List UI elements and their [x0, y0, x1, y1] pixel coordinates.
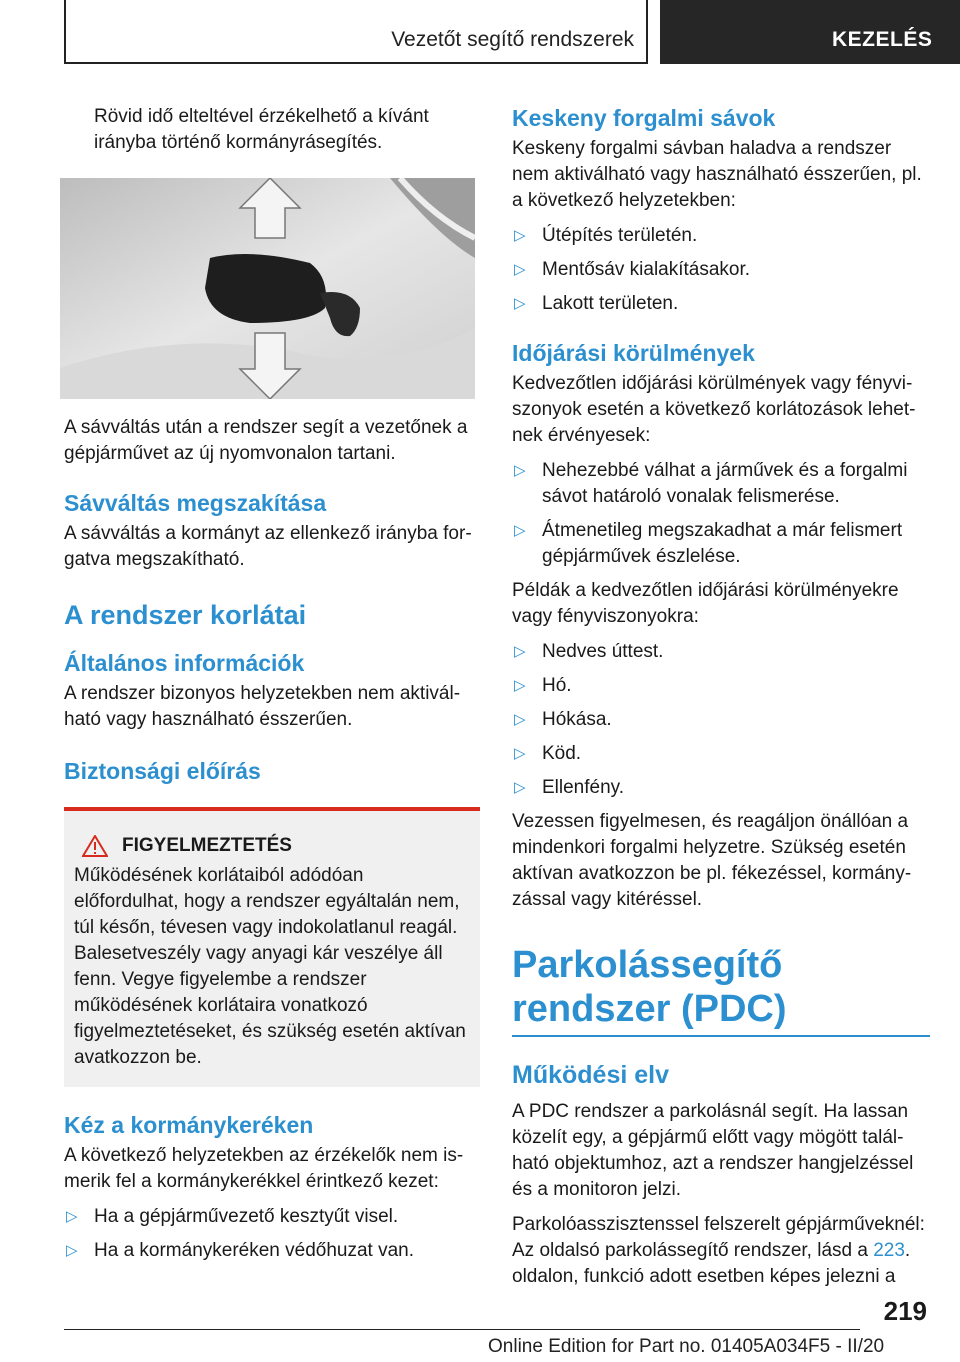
header-section-box [64, 0, 648, 64]
list-item: ▷ Köd. [512, 741, 930, 767]
list-item: ▷ Ellenfény. [512, 775, 930, 801]
bullet-triangle-icon: ▷ [514, 779, 526, 796]
heading-system-limits: A rendszer korlátai [64, 600, 307, 630]
warning-title: FIGYELMEZTETÉS [122, 835, 292, 856]
header-chapter-box [660, 0, 960, 64]
bullet-triangle-icon: ▷ [514, 643, 526, 660]
warning-triangle-icon [82, 835, 108, 857]
list-item: ▷ Nehezebbé válhat a járművek és a forgalmi sávot határoló vonalak felismerése. [514, 460, 908, 507]
examples-list [512, 639, 930, 801]
bullet-triangle-icon: ▷ [514, 522, 526, 539]
edition-text: Online Edition for Part no. 01405A034F5 - II/20 [488, 1336, 885, 1357]
heading-safety: Biztonsági előírás [64, 758, 261, 784]
list-item: ▷ Hókása. [512, 707, 930, 733]
list-item: ▷ Útépítés területén. [512, 223, 930, 249]
list-item: ▷ Ha a gépjárművezető kesztyűt visel. [64, 1204, 480, 1230]
steering-wheel-illustration [60, 178, 475, 399]
heading-pdc: Parkolássegítő rendszer (PDC) [512, 944, 787, 1030]
hand-on-wheel-text: A következő helyzetekben az érzékelők nem ismerik fel a kormánykerékkel érintkező kezet: [64, 1145, 464, 1192]
bullet-triangle-icon: ▷ [514, 462, 526, 479]
bullet-triangle-icon: ▷ [514, 261, 526, 278]
intro-text: Rövid idő elteltével érzékelhető a kívánt irányba történő kormányrásegítés. [94, 106, 429, 153]
list-item: ▷ Hó. [512, 673, 930, 699]
warning-text: Működésének korlátaiból adódóan előfordulhat, hogy a rendszer egyáltalán nem, túl későn, tévesen vagy indokolatlanul reagál. Balesetveszély vagy anyagi kár veszélye áll fenn. Vegye figyelembe a rendszer működésének korlátaira vonatkozó figyelmeztetéseket, és szükség esetén aktívan avatkozzon be. [74, 865, 466, 1068]
heading-general-info: Általános információk [64, 650, 305, 676]
attention-text: Vezessen figyelmesen, és reagáljon önállóan a mindenkori forgalmi helyzetre. Szükség esetén aktívan avatkozzon be pl. fékezéssel, kormányzással vagy kitéréssel. [512, 811, 912, 910]
heading-principle: Működési elv [512, 1061, 669, 1089]
right-column [512, 104, 930, 1299]
header-section-title: Vezetőt segítő rendszerek [391, 28, 634, 51]
bullet-triangle-icon: ▷ [514, 295, 526, 312]
after-lane-change-text: A sávváltás után a rendszer segít a vezetőnek a gépjárművet az új nyomvonalon tartani. [64, 417, 468, 464]
list-item: ▷ Mentősáv kialakításakor. [512, 257, 930, 283]
examples-text: Példák a kedvezőtlen időjárási körülményekre vagy fényviszonyokra: [512, 580, 899, 627]
footer-divider [64, 1329, 860, 1330]
list-item: ▷ Lakott területen. [512, 291, 930, 317]
list-item: ▷ Ha a kormánykeréken védőhuzat van. [64, 1238, 480, 1264]
heading-lane-change-cancel: Sávváltás megszakítása [64, 490, 327, 516]
left-column [64, 104, 480, 1272]
list-item: ▷ Nedves úttest. [512, 639, 930, 665]
bullet-triangle-icon: ▷ [514, 711, 526, 728]
bullet-triangle-icon: ▷ [66, 1242, 78, 1259]
heading-hand-on-wheel: Kéz a kormánykeréken [64, 1112, 314, 1138]
warning-title-row [74, 833, 470, 859]
bullet-triangle-icon: ▷ [66, 1208, 78, 1225]
weather-text: Kedvezőtlen időjárási körülmények vagy fényviszonyok esetén a következő korlátozások lehetnek érvényesek: [512, 373, 916, 446]
hand-on-wheel-list [64, 1204, 480, 1264]
header-chapter-title: KEZELÉS [832, 28, 933, 51]
warning-box [64, 807, 480, 1087]
page-number: 219 [883, 1296, 927, 1326]
narrow-lanes-text: Keskeny forgalmi sávban haladva a rendszer nem aktiválható vagy használható ésszerűen, pl. a következő helyzetekben: [512, 138, 922, 211]
pdc-heading-block [512, 943, 930, 1037]
principle-text: A PDC rendszer a parkolásnál segít. Ha lassan közelít egy, a gépjármű előtt vagy mögött található objektumhoz, azt a rendszer hangjelzéssel és a monitoron jelzi. [512, 1101, 914, 1200]
weather-list [512, 458, 930, 570]
list-item: ▷ Átmenetileg megszakadhat a már felismert gépjárművek észlelése. [514, 520, 903, 567]
bullet-triangle-icon: ▷ [514, 677, 526, 694]
parking-assist-text: Parkolóasszisztenssel felszerelt gépjárműveknél: Az oldalsó parkolássegítő rendszer, lásd a 223. oldalon, funkció adott esetben képes jelezni a [512, 1214, 925, 1287]
heading-narrow-lanes: Keskeny forgalmi sávok [512, 105, 776, 131]
narrow-lanes-list [512, 223, 930, 317]
page-reference-link[interactable]: 223 [873, 1240, 905, 1261]
lane-change-cancel-text: A sávváltás a kormányt az ellenkező irányba forgatva megszakítható. [64, 523, 472, 570]
bullet-triangle-icon: ▷ [514, 227, 526, 244]
bullet-triangle-icon: ▷ [514, 745, 526, 762]
general-info-text: A rendszer bizonyos helyzetekben nem aktiválható vagy használható ésszerűen. [64, 683, 461, 730]
heading-weather: Időjárási körülmények [512, 340, 755, 366]
